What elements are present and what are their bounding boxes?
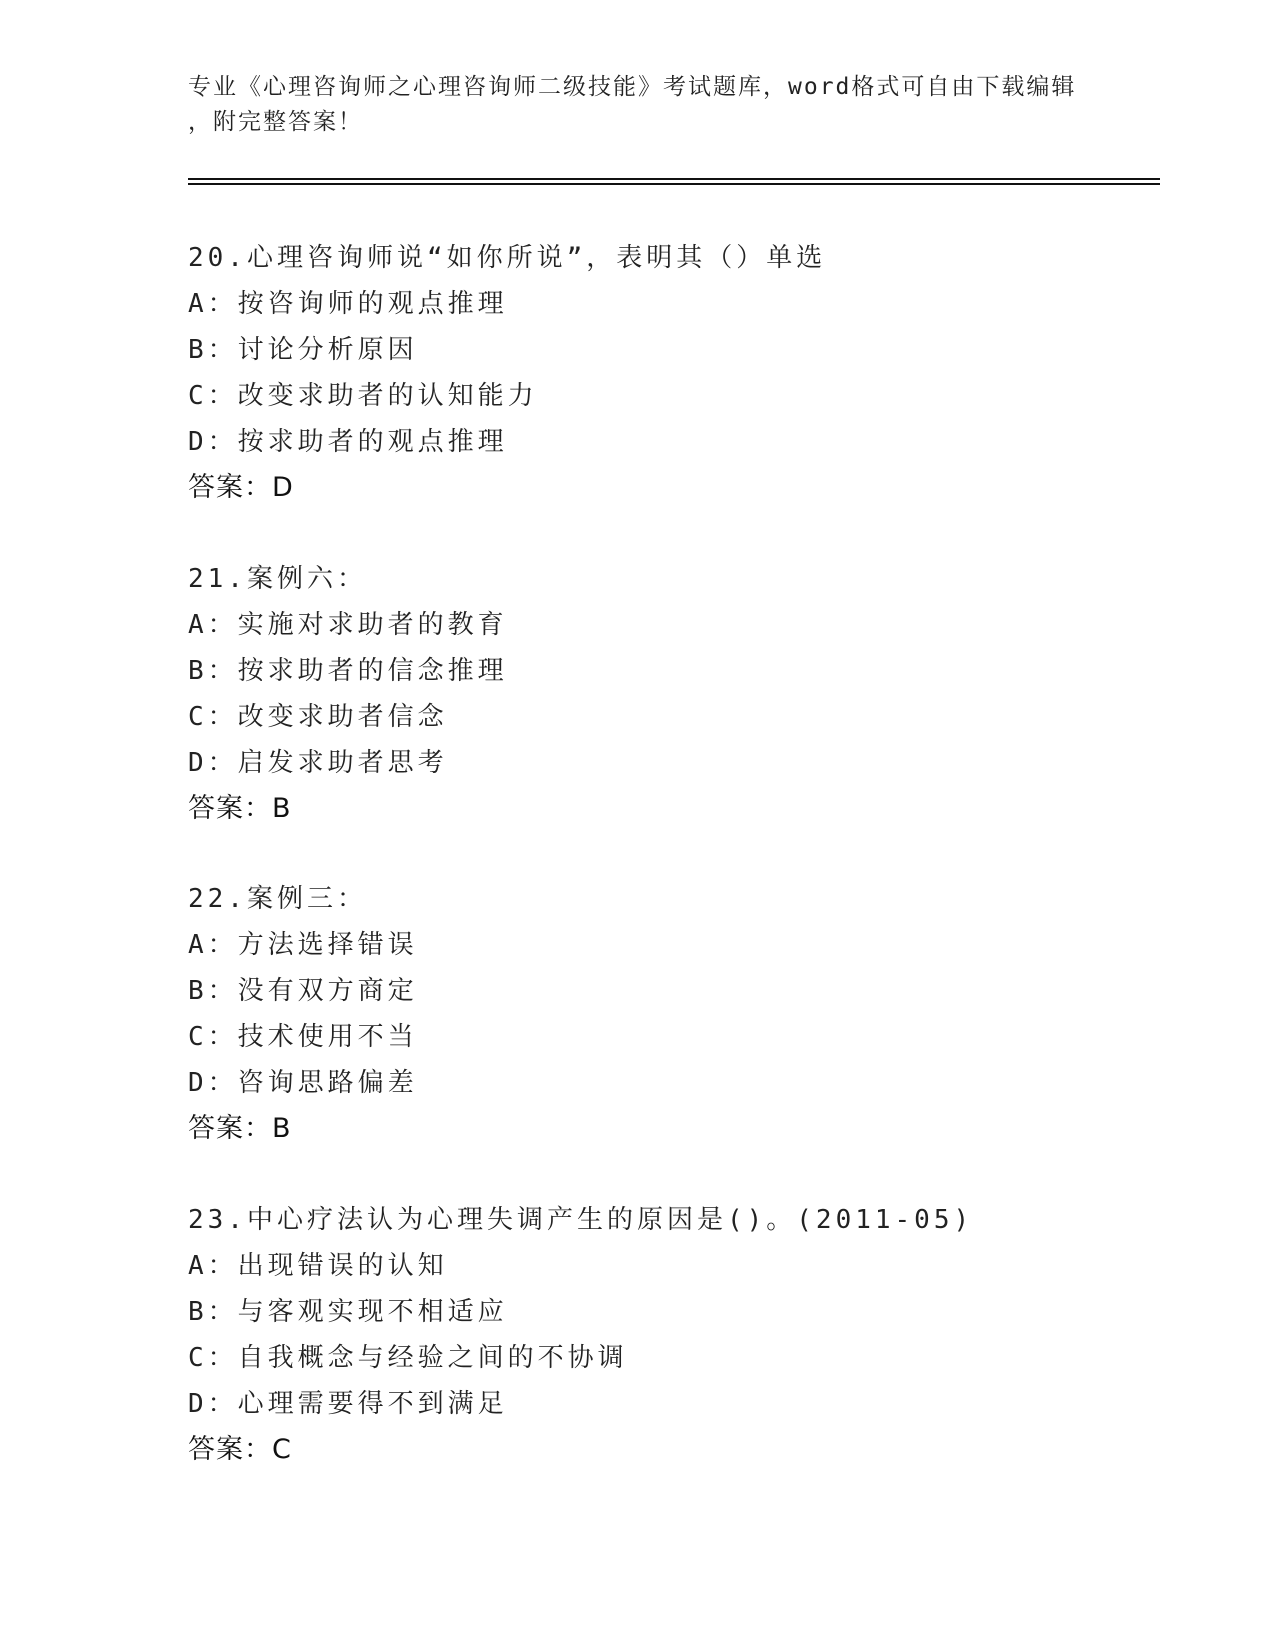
option-d: D：按求助者的观点推理 (188, 427, 508, 457)
answer-label: 答案：D (188, 472, 294, 503)
question-stem: 23.中心疗法认为心理失调产生的原因是()。(2011-05) (188, 1205, 974, 1235)
option-a: A：出现错误的认知 (188, 1251, 448, 1281)
option-c: C：改变求助者信念 (188, 702, 448, 732)
option-a: A：方法选择错误 (188, 930, 418, 960)
question-20 (188, 235, 1188, 511)
option-d: D：启发求助者思考 (188, 748, 448, 778)
header-line-1: 专业《心理咨询师之心理咨询师二级技能》考试题库，word格式可自由下载编辑 (188, 74, 1077, 100)
answer-label: 答案：B (188, 1113, 292, 1144)
header-divider-bottom (188, 183, 1160, 185)
option-b: B：按求助者的信念推理 (188, 656, 508, 686)
option-a: A：按咨询师的观点推理 (188, 289, 508, 319)
answer-label: 答案：B (188, 793, 292, 824)
option-d: D：咨询思路偏差 (188, 1068, 418, 1098)
question-23 (188, 1197, 1188, 1473)
header-divider-top (188, 178, 1160, 180)
document-header (188, 70, 1088, 140)
option-b: B：没有双方商定 (188, 976, 418, 1006)
option-d: D：心理需要得不到满足 (188, 1389, 508, 1419)
option-b: B：与客观实现不相适应 (188, 1297, 508, 1327)
header-line-2: ，附完整答案！ (188, 109, 363, 135)
question-stem: 22.案例三： (188, 884, 367, 914)
question-stem: 21.案例六： (188, 564, 367, 594)
question-22 (188, 876, 1188, 1152)
option-b: B：讨论分析原因 (188, 335, 418, 365)
option-c: C：技术使用不当 (188, 1022, 418, 1052)
answer-label: 答案：C (188, 1434, 292, 1465)
option-c: C：自我概念与经验之间的不协调 (188, 1343, 628, 1373)
option-a: A：实施对求助者的教育 (188, 610, 508, 640)
question-stem: 20.心理咨询师说“如你所说”，表明其（）单选 (188, 243, 827, 273)
option-c: C：改变求助者的认知能力 (188, 381, 538, 411)
question-21 (188, 556, 1188, 832)
